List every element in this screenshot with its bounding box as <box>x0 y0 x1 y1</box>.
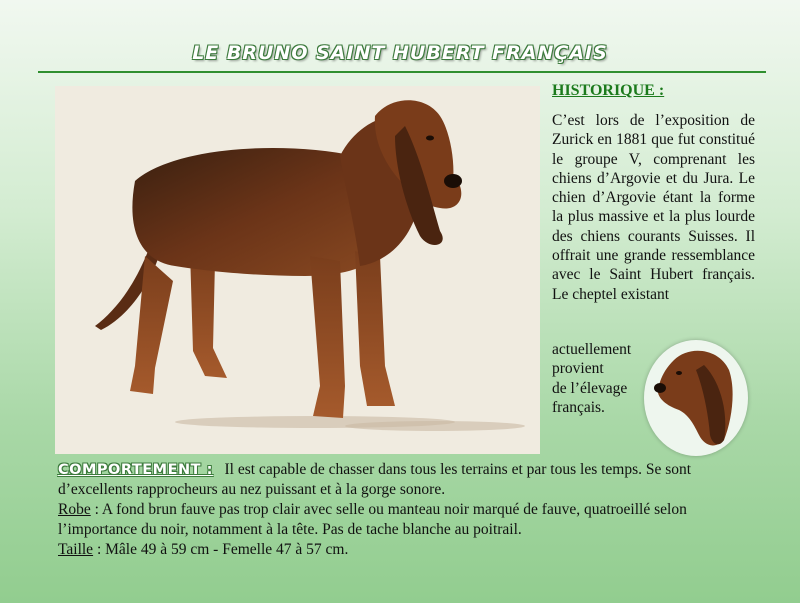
historique-text: C’est lors de l’exposition de Zurick en 1881 que fut constitué le groupe V, comprenant les chiens d’Argovie et du Jura. Le chien d’Argovie étant la forme la plus massive et la plus lourde des chiens courants Suisses. Il offrait une grande ressemblance avec le Saint Hubert français. Le cheptel existant <box>552 112 755 303</box>
taille-text: : Mâle 49 à 59 cm - Femelle 47 à 57 cm. <box>93 541 349 558</box>
historique-heading: HISTORIQUE : <box>552 82 665 99</box>
historique-tail-line: français. <box>552 398 605 416</box>
robe-paragraph <box>58 500 758 540</box>
bloodhound-standing-illustration <box>55 86 540 454</box>
taille-label: Taille <box>58 541 94 558</box>
comportement-text: Il est capable de chasser dans tous les terrains et par tous les temps. Se sont d’excellents rapprocheurs au nez puissant et à la gorge sonore. <box>58 461 692 498</box>
historique-tail-line: de l’élevage <box>552 379 628 397</box>
page-title: LE BRUNO SAINT HUBERT FRANÇAIS <box>192 42 608 64</box>
robe-label: Robe <box>58 501 91 518</box>
historique-text-tail <box>552 340 652 417</box>
title-divider <box>38 71 766 73</box>
bloodhound-head-portrait <box>644 340 748 456</box>
robe-text: : A fond brun fauve pas trop clair avec selle ou manteau noir marqué de fauve, quatroeillé selon l’importance du noir, notamment à la tête. Pas de tache blanche au poitrail. <box>58 501 687 538</box>
historique-tail-line: actuellement <box>552 341 632 358</box>
bottom-description <box>58 460 758 560</box>
taille-paragraph <box>58 540 758 560</box>
comportement-heading: COMPORTEMENT : <box>58 462 213 478</box>
historique-tail-line: provient <box>552 360 604 378</box>
comportement-paragraph <box>58 460 758 500</box>
